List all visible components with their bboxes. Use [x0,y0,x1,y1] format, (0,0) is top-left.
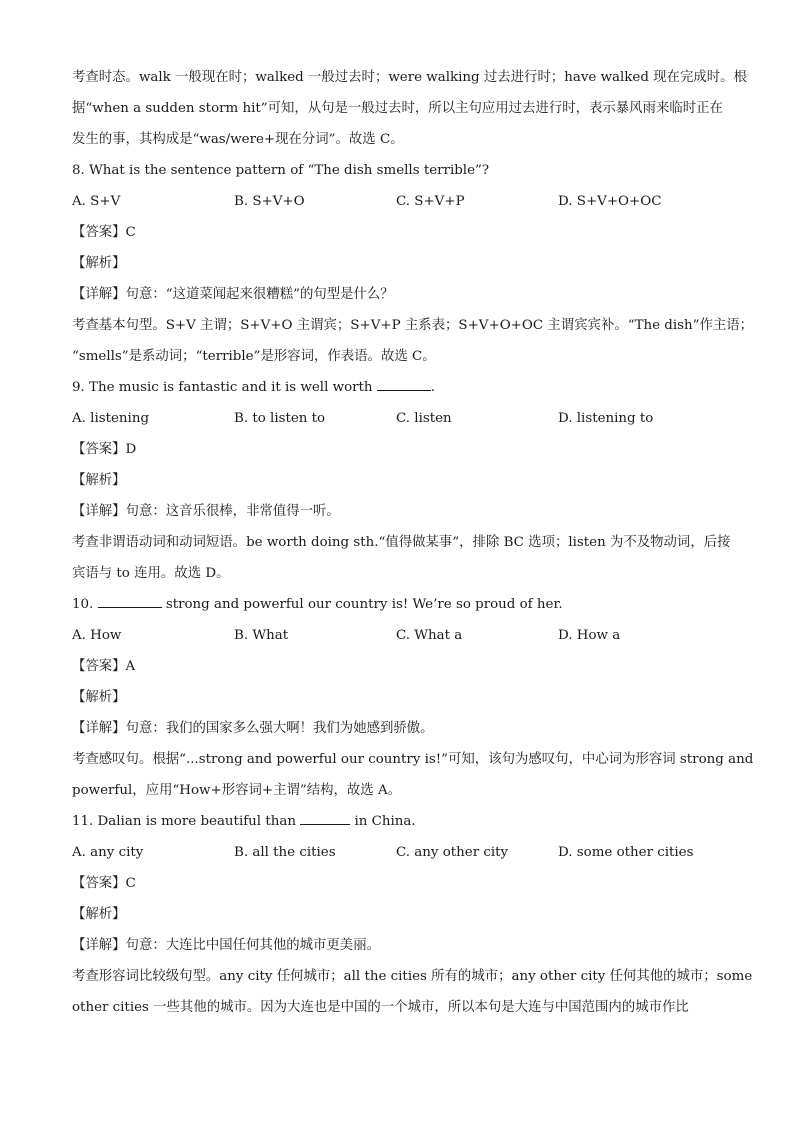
q9-option-c: C. listen [396,411,452,426]
document-page [72,62,754,1023]
q11-analysis-line: other cities 一些其他的城市。因为大连也是中国的一个城市，所以本句是大连与中国范围内的城市作比 [72,1000,689,1015]
q8-option-a: A. S+V [72,194,121,209]
q7-analysis-line: 考查时态。walk 一般现在时；walked 一般过去时；were walking 过去进行时；have walked 现在完成时。根 [72,70,747,85]
q8-option-b: B. S+V+O [234,194,305,209]
q11-stem-end: in China. [350,814,416,829]
q8-detail: 【详解】句意：“这道菜闻起来很糟糕”的句型是什么？ [72,287,394,302]
q11-analysis-label: 【解析】 [72,907,126,922]
q10-stem [72,589,727,620]
q11-answer: 【答案】C [72,876,136,891]
q10-option-c: C. What a [396,628,463,643]
answer-blank [98,594,162,608]
q11-option-d: D. some other cities [558,845,694,860]
q10-option-b: B. What [234,628,289,643]
q9-option-b: B. to listen to [234,411,326,426]
q11-stem-text: 11. Dalian is more beautiful than [72,814,301,829]
q11-detail: 【详解】句意：大连比中国任何其他的城市更美丽。 [72,938,380,953]
q11-option-a: A. any city [72,845,144,860]
q8-stem: 8. What is the sentence pattern of “The dish smells terrible”? [72,163,490,178]
q11-option-c: C. any other city [396,845,509,860]
q10-answer: 【答案】A [72,659,136,674]
q10-option-d: D. How a [558,628,621,643]
q8-analysis-label: 【解析】 [72,256,126,271]
q8-analysis-line: “smells”是系动词；“terrible”是形容词，作表语。故选 C。 [72,349,436,364]
q9-stem-end: . [430,380,436,395]
q9-stem [72,372,727,403]
q9-option-d: D. listening to [558,411,654,426]
q10-detail: 【详解】句意：我们的国家多么强大啊！我们为她感到骄傲。 [72,721,434,736]
q10-analysis-label: 【解析】 [72,690,126,705]
q10-options [72,620,727,651]
q9-analysis-line: 宾语与 to 连用。故选 D。 [72,566,230,581]
q7-analysis-line: 据“when a sudden storm hit”可知，从句是一般过去时，所以主句应用过去进行时，表示暴风雨来临时正在 [72,101,723,116]
q10-stem-text: strong and powerful our country is! We’re so proud of her. [161,597,563,612]
answer-blank [300,811,350,825]
q10-analysis-line: powerful，应用“How+形容词+主谓”结构，故选 A。 [72,783,402,798]
q10-analysis-line: 考查感叹句。根据“...strong and powerful our country is!”可知，该句为感叹句，中心词为形容词 strong and [72,752,754,767]
q8-options [72,186,727,217]
q10-stem-number: 10. [72,597,98,612]
q11-options [72,837,727,868]
q8-option-c: C. S+V+P [396,194,465,209]
q11-stem [72,806,727,837]
q9-option-a: A. listening [72,411,150,426]
q8-answer: 【答案】C [72,225,136,240]
answer-blank [377,377,431,391]
q8-option-d: D. S+V+O+OC [558,194,662,209]
q9-options [72,403,727,434]
q7-analysis-line: 发生的事，其构成是“was/were+现在分词”。故选 C。 [72,132,404,147]
q9-analysis-line: 考查非谓语动词和动词短语。be worth doing sth.“值得做某事”，排除 BC 选项；listen 为不及物动词，后接 [72,535,731,550]
q9-detail: 【详解】句意：这音乐很棒，非常值得一听。 [72,504,340,519]
q9-analysis-label: 【解析】 [72,473,126,488]
q10-option-a: A. How [72,628,122,643]
q11-analysis-line: 考查形容词比较级句型。any city 任何城市；all the cities 所有的城市；any other city 任何其他的城市；some [72,969,753,984]
q8-analysis-line: 考查基本句型。S+V 主谓；S+V+O 主谓宾；S+V+P 主系表；S+V+O+OC 主谓宾宾补。“The dish”作主语； [72,318,754,333]
q9-stem-text: 9. The music is fantastic and it is well worth [72,380,377,395]
q9-answer: 【答案】D [72,442,137,457]
q11-option-b: B. all the cities [234,845,336,860]
